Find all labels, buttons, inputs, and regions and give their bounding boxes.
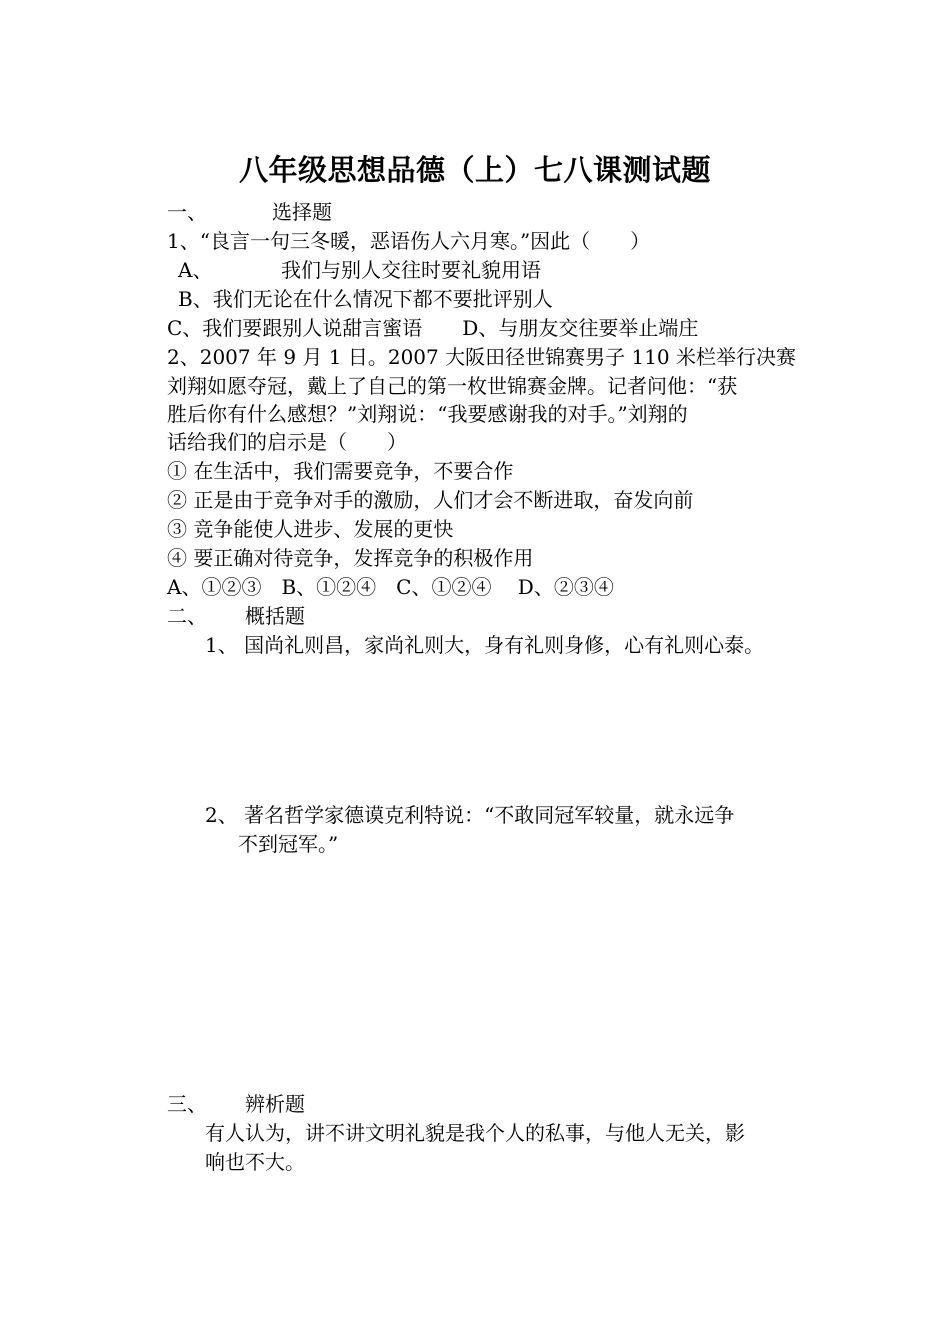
section-2-heading [167, 602, 305, 630]
section-3-number: 三、 [167, 1092, 207, 1116]
q1-stem: 1、“良言一句三冬暖，恶语伤人六月寒。”因此（ ） [167, 229, 651, 253]
section-3-statement-continued: 响也不大。 [205, 1150, 305, 1174]
page-title: 八年级思想品德（上）七八课测试题 [238, 153, 711, 187]
q2-options: A、①②③ B、①②④ C、①②④ D、②③④ [167, 575, 614, 599]
q2-item: ③ 竞争能使人进步、发展的更快 [167, 517, 454, 541]
q1-option-b: B、我们无论在什么情况下都不要批评别人 [178, 287, 553, 311]
q2-item: ④ 要正确对待竞争，发挥竞争的积极作用 [167, 546, 534, 570]
section-1-number: 一、 [167, 200, 207, 224]
q2-item: ① 在生活中，我们需要竞争，不要合作 [167, 459, 514, 483]
section-2-title: 概括题 [245, 604, 305, 628]
q2-stem-line: 2、2007 年 9 月 1 日。2007 大阪田径世锦赛男子 110 米栏举行决赛 [167, 345, 797, 369]
q1-option-cd: C、我们要跟别人说甜言蜜语 D、与朋友交往要举止端庄 [167, 316, 699, 340]
section-3-title: 辨析题 [245, 1092, 305, 1116]
section-3-statement: 有人认为，讲不讲文明礼貌是我个人的私事，与他人无关，影 [205, 1121, 745, 1145]
q1-option-a-text: 我们与别人交往时要礼貌用语 [281, 258, 541, 282]
section-2-number: 二、 [167, 604, 207, 628]
section-2-question-2-continued: 不到冠军。” [238, 832, 339, 856]
q2-stem-line: 胜后你有什么感想？”刘翔说：“我要感谢我的对手。”刘翔的 [167, 402, 688, 426]
q2-stem-line: 刘翔如愿夺冠，戴上了自己的第一枚世锦赛金牌。记者问他：“获 [167, 374, 738, 398]
section-2-question-2: 2、 著名哲学家德谟克利特说：“不敢同冠军较量，就永远争 [205, 803, 735, 827]
section-3-heading [167, 1090, 305, 1118]
section-2-question-1: 1、 国尚礼则昌，家尚礼则大，身有礼则身修，心有礼则心泰。 [205, 633, 765, 657]
section-1-title: 选择题 [272, 200, 332, 224]
q1-option-a-label: A、 [178, 258, 213, 282]
q1-option-a [178, 256, 541, 284]
q2-item: ② 正是由于竞争对手的激励，人们才会不断进取，奋发向前 [167, 488, 694, 512]
section-1-heading [167, 198, 332, 226]
q2-stem-line: 话给我们的启示是（ ） [167, 430, 407, 454]
